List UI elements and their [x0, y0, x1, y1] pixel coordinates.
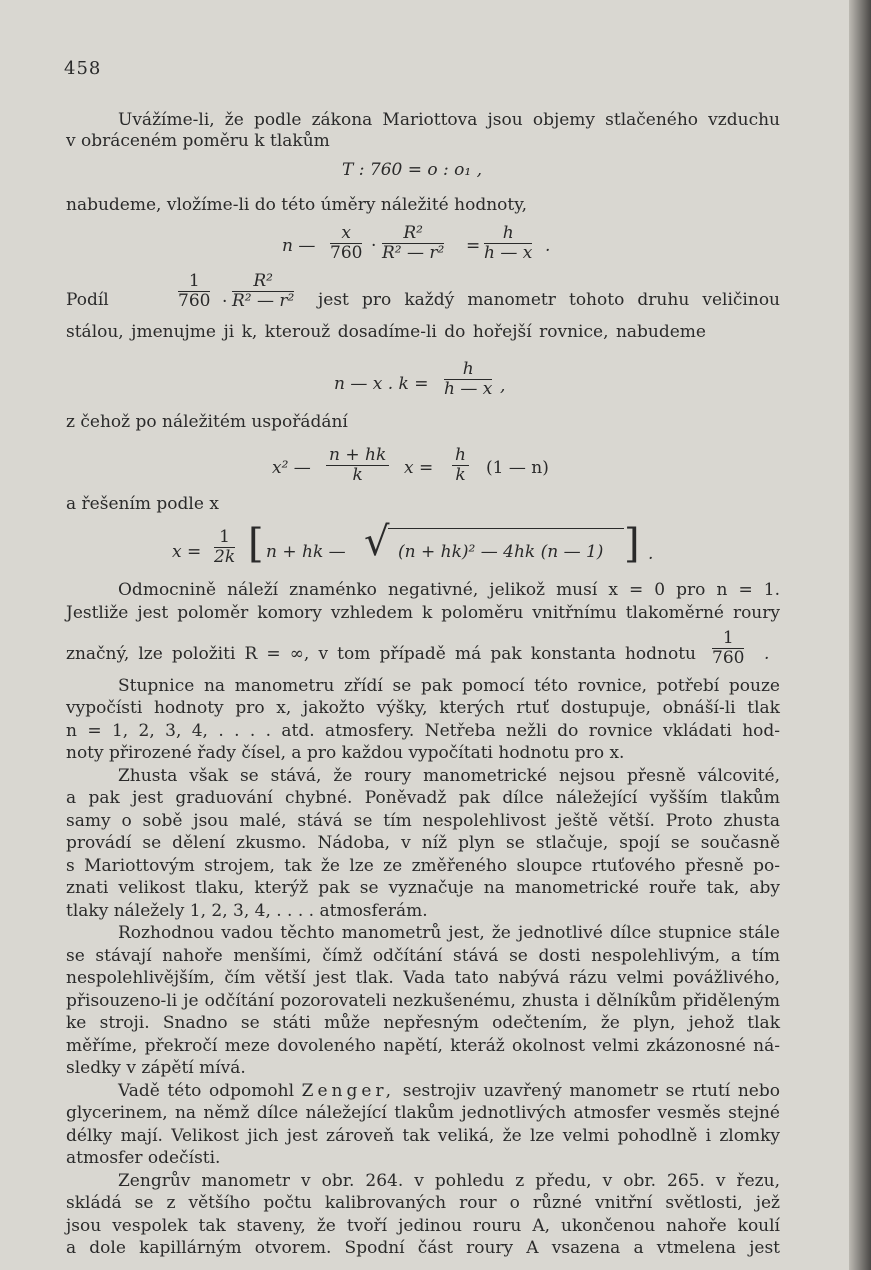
text-line: se stávají nahoře menšími, čímž odčítání stává se dosti nespolehlivým, a tím	[66, 946, 780, 966]
eq2-fraction-2: $\frac{\text{R²}}{\text{R² — r²}}$	[382, 223, 445, 263]
eq5-radical-bar	[388, 528, 624, 529]
text-line: Jestliže jest poloměr komory vzhledem k poloměru vnitřnímu tlakoměrné roury	[66, 603, 780, 623]
eq5-right-bracket: ]	[624, 521, 640, 567]
text-line: Stupnice na manometru zřídí se pak pomocí této rovnice, potřebí pouze	[118, 676, 780, 696]
eq4-mid: x =	[404, 458, 434, 478]
podil-dot: ·	[222, 292, 228, 312]
page-binding-shadow	[849, 0, 871, 1270]
eq2-fraction-1: $\frac{x}{760}$	[330, 223, 363, 263]
text-line: nespolehlivějším, čím větší jest tlak. Vada tato nabývá rázu velmi povážlivého,	[66, 968, 780, 988]
eq5-fraction: $\frac{1}{2k}$	[214, 527, 236, 567]
text-line: Odmocnině náleží znaménko negativné, jelikož musí x = 0 pro n = 1.	[118, 580, 780, 600]
text-line: značný, lze položiti R = ∞, v tom případě má pak konstanta hodnotu	[66, 644, 696, 664]
text-line: měříme, překročí meze dovoleného napětí, kteráž okolnost velmi zkázonosné ná-	[66, 1036, 780, 1056]
eq5-end: .	[648, 544, 654, 564]
eq2-fraction-3: $\frac{h}{h — x}$	[484, 223, 533, 263]
eq5-radical-sign: √	[364, 519, 390, 565]
constant-end: .	[764, 644, 770, 664]
text-line: jest pro každý manometr tohoto druhu veličinou	[318, 290, 780, 310]
podil-fraction-1: $\frac{1}{760}$	[178, 271, 211, 311]
text-line: z čehož po náležitém uspořádání	[66, 412, 348, 432]
eq2-equals: =	[466, 236, 481, 256]
eq3-end: ,	[500, 376, 506, 396]
text-line: ke stroji. Snadno se státi může nepřesným odečtením, že plyn, jehož tlak	[66, 1013, 780, 1033]
text-line-zenger	[118, 1081, 780, 1101]
eq2-lead: n —	[282, 236, 316, 256]
text-line: provádí se dělení zkusmo. Nádoba, v níž plyn se stlačuje, spojí se současně	[66, 833, 780, 853]
text-line: atmosfer odečísti.	[66, 1148, 221, 1168]
text-line: a řešením podle x	[66, 494, 219, 514]
text-span: Vadě této odpomohl	[118, 1081, 295, 1101]
text-line: jsou vespolek tak staveny, že tvoří jedinou rouru A, ukončenou nahoře koulí	[66, 1216, 780, 1236]
eq4-lead: x² —	[272, 458, 311, 478]
page-number: 458	[64, 58, 102, 79]
text-line: vypočísti hodnoty pro x, jakožto výšky, kterých rtuť dostupuje, obnáší-li tlak	[66, 698, 780, 718]
text-line: přisouzeno-li je odčítání pozorovateli nezkušenému, zhusta i dělníkům přiděleným	[66, 991, 780, 1011]
author-name: Zenger,	[301, 1081, 396, 1101]
text-line: a dole kapillárným otvorem. Spodní část roury A vsazena a vtmelena jest	[66, 1238, 780, 1258]
text-line: glycerinem, na němž dílce náležející tlakům jednotlivých atmosfer vesměs stejné	[66, 1103, 780, 1123]
text-line: tlaky náležely 1, 2, 3, 4, . . . . atmosferám.	[66, 901, 428, 921]
equation-ratio: T : 760 = o : o₁ ,	[342, 160, 483, 180]
eq4-fraction-2: $\frac{h}{k}$	[452, 446, 469, 485]
text-line: Zhusta však se stává, že roury manometrické nejsou přesně válcovité,	[118, 766, 780, 786]
eq5-radicand: (n + hk)² — 4hk (n — 1)	[398, 542, 604, 562]
text-line: noty přirozené řady čísel, a pro každou vypočítati hodnotu pro x.	[66, 743, 625, 763]
text-line: délky mají. Velikost jich jest zároveň tak veliká, že lze velmi pohodlně i zlomky	[66, 1126, 780, 1146]
eq2-dot: ·	[371, 236, 377, 256]
text-span: sestrojiv uzavřený manometr se rtutí nebo	[402, 1081, 780, 1101]
text-line: skládá se z většího počtu kalibrovaných rour o různé vnitřní světlosti, jež	[66, 1193, 780, 1213]
podil-fraction-2: $\frac{\text{R²}}{\text{R² — r²}}$	[232, 271, 295, 311]
text-line: sledky v zápětí mívá.	[66, 1058, 246, 1078]
constant-fraction: $\frac{1}{760}$	[712, 628, 745, 668]
eq5-inner: n + hk —	[266, 542, 346, 562]
text-line: Podíl	[66, 290, 109, 310]
text-line: Uvážíme-li, že podle zákona Mariottova jsou objemy stlačeného vzduchu	[118, 110, 780, 130]
eq5-left-bracket: [	[248, 521, 264, 567]
text-line: v obráceném poměru k tlakům	[66, 131, 330, 151]
text-line: samy o sobě jsou malé, stává se tím nespolehlivost ještě větší. Proto zhusta	[66, 811, 780, 831]
text-line: stálou, jmenujme ji k, kterouž dosadíme-li do hořejší rovnice, nabudeme	[66, 322, 706, 342]
text-line: nabudeme, vložíme-li do této úměry náležité hodnoty,	[66, 195, 527, 215]
text-line: s Mariottovým strojem, tak že lze ze změřeného sloupce rtuťového přesně po-	[66, 856, 780, 876]
text-line: a pak jest graduování chybné. Poněvadž pak dílce náležející vyšším tlakům	[66, 788, 780, 808]
eq3-lead: n — x . k =	[334, 374, 429, 394]
text-line: znati velikost tlaku, kterýž pak se vyznačuje na manometrické rouře tak, aby	[66, 878, 780, 898]
eq3-fraction: $\frac{h}{h — x}$	[444, 359, 493, 399]
eq5-lead: x =	[172, 542, 202, 562]
eq4-fraction-1: $\frac{n + hk}{k}$	[326, 446, 389, 485]
text-line: Zengrův manometr v obr. 264. v pohledu z předu, v obr. 265. v řezu,	[118, 1171, 780, 1191]
text-line: n = 1, 2, 3, 4, . . . . atd. atmosfery. Netřeba nežli do rovnice vkládati hod-	[66, 721, 780, 741]
text-line: Rozhodnou vadou těchto manometrů jest, že jednotlivé dílce stupnice stále	[118, 923, 780, 943]
eq2-end: .	[545, 236, 551, 256]
eq4-end: (1 — n)	[486, 458, 549, 478]
